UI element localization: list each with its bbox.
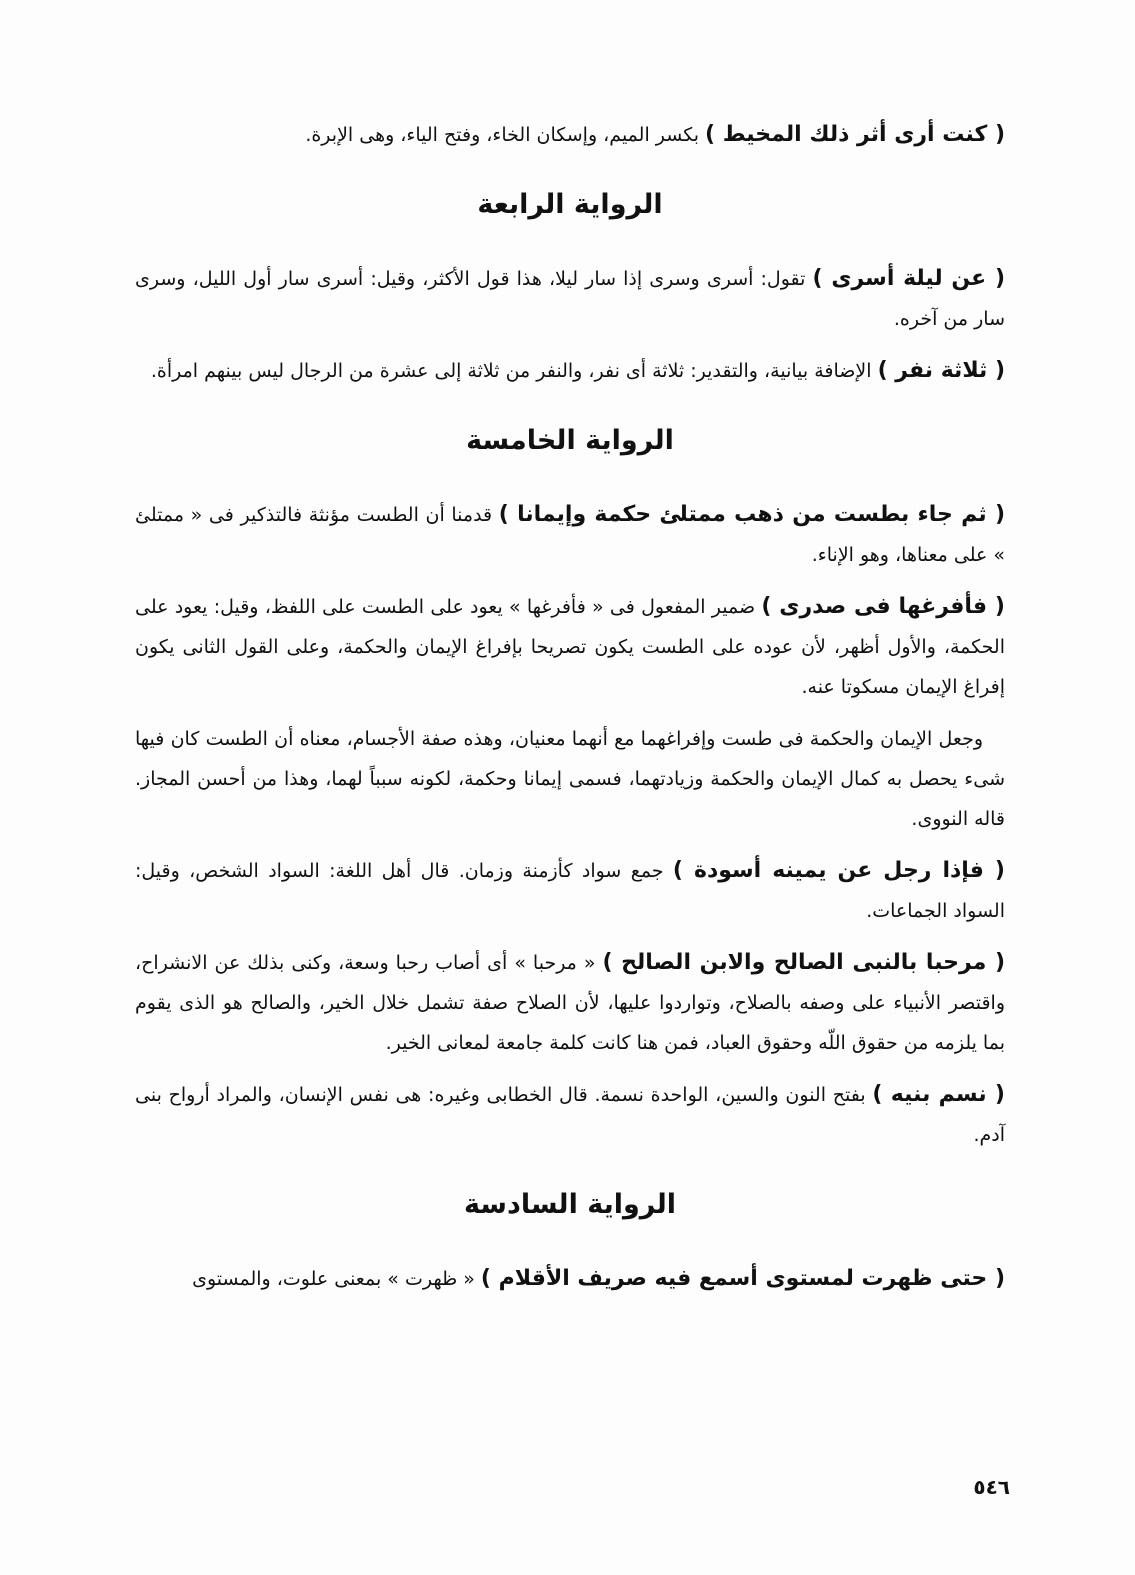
term-phrase: ( عن ليلة أسرى ) <box>812 266 1005 291</box>
explanation-text: قدمنا أن الطست مؤنثة فالتذكير فى « ممتلئ » على معناها، وهو الإناء. <box>135 504 1005 566</box>
paragraph-laylat-usra <box>135 259 1005 339</box>
section-heading-sixth: الرواية السادسة <box>464 1189 676 1220</box>
paragraph-mukhayyat <box>135 115 1005 155</box>
paragraph-iman-hikma: وجعل الإيمان والحكمة فى طست وإفراغهما مع أنهما معنيان، وهذه صفة الأجسام، معناه أن الطست كان فيها شىء يحصل به كمال الإيمان والحكمة وزيادتهما، فسمى إيمانا وحكمة، لكونه سبباً لهما، وهذا من أحسن المجاز. قاله النووى. <box>135 728 1005 830</box>
section-heading-fifth: الرواية الخامسة <box>466 425 674 456</box>
explanation-text: تقول: أسرى وسرى إذا سار ليلا، هذا قول الأكثر، وقيل: أسرى سار أول الليل، وسرى سار من آخره. <box>135 268 1005 330</box>
explanation-text: جمع سواد كأزمنة وزمان. قال أهل اللغة: السواد الشخص، وقيل: السواد الجماعات. <box>135 860 1005 922</box>
paragraph-aswida <box>135 851 1005 931</box>
term-phrase: ( نسم بنيه ) <box>872 1082 1005 1107</box>
paragraph-mustawa <box>135 1259 1005 1299</box>
term-phrase: ( فأفرغها فى صدرى ) <box>761 594 1005 619</box>
page-content <box>135 115 1005 1311</box>
explanation-text: بفتح النون والسين، الواحدة نسمة. قال الخطابى وغيره: هى نفس الإنسان، والمراد أرواح بنى آدم. <box>135 1084 1005 1146</box>
term-phrase: ( فإذا رجل عن يمينه أسودة ) <box>672 858 1005 883</box>
paragraph-thalathat-nafar <box>135 351 1005 391</box>
paragraph-tast <box>135 495 1005 575</box>
paragraph-marhaban <box>135 943 1005 1063</box>
term-phrase: ( ثلاثة نفر ) <box>877 358 1005 383</box>
term-phrase: ( كنت أرى أثر ذلك المخيط ) <box>705 122 1005 147</box>
explanation-text: « ظهرت » بمعنى علوت، والمستوى <box>192 1268 481 1290</box>
explanation-text: الإضافة بيانية، والتقدير: ثلاثة أى نفر، والنفر من ثلاثة إلى عشرة من الرجال ليس بينهم امرأة. <box>150 360 878 382</box>
explanation-text: بكسر الميم، وإسكان الخاء، وفتح الياء، وهى الإبرة. <box>305 124 706 146</box>
explanation-text: « مرحبا » أى أصاب رحبا وسعة، وكنى بذلك عن الانشراح، واقتصر الأنبياء على وصفه بالصلاح، وتواردوا عليها، لأن الصلاح صفة تشمل خلال الخير، والصالح هو الذى يقوم بما يلزمه من حقوق اللّه وحقوق العباد، فمن هنا كانت كلمة جامعة لمعانى الخير. <box>135 952 1005 1054</box>
term-phrase: ( مرحبا بالنبى الصالح والابن الصالح ) <box>602 950 1005 975</box>
paragraph-afraghaha <box>135 587 1005 707</box>
paragraph-nasam <box>135 1075 1005 1155</box>
term-phrase: ( حتى ظهرت لمستوى أسمع فيه صريف الأقلام ) <box>480 1266 1005 1291</box>
term-phrase: ( ثم جاء بطست من ذهب ممتلئ حكمة وإيمانا ) <box>498 502 1006 527</box>
explanation-text: ضمير المفعول فى « فأفرغها » يعود على الطست على اللفظ، وقيل: يعود على الحكمة، والأول أظهر، لأن عوده على الطست يكون تصريحا بإفراغ الإيمان والحكمة، وعلى القول الثانى يكون إفراغ الإيمان مسكوتا عنه. <box>135 596 1005 698</box>
section-heading-fourth: الرواية الرابعة <box>477 189 663 220</box>
page-number: ٥٤٦ <box>973 1475 1010 1499</box>
